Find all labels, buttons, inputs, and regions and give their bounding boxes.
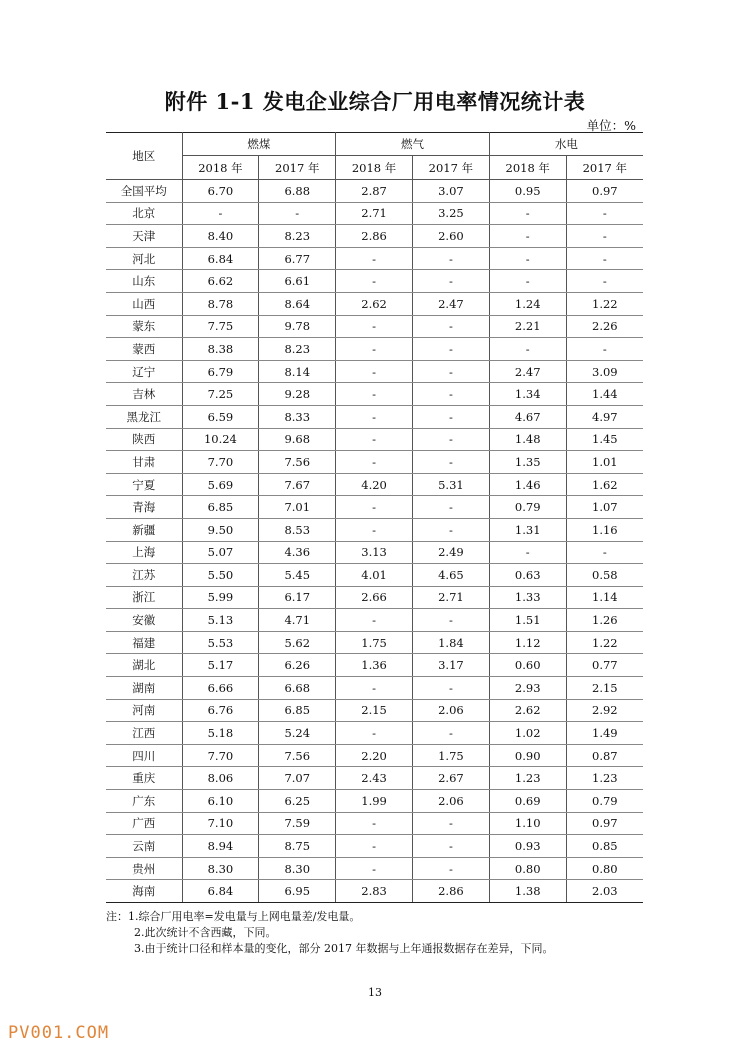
table-row	[106, 564, 643, 587]
value-cell: 4.97	[566, 405, 643, 428]
value-cell: 5.07	[182, 541, 259, 564]
value-cell: 2.47	[412, 292, 489, 315]
value-cell: 1.12	[489, 631, 566, 654]
region-cell: 山西	[106, 292, 182, 315]
table-row	[106, 360, 643, 383]
region-cell: 浙江	[106, 586, 182, 609]
table-row	[106, 699, 643, 722]
value-cell: 6.84	[182, 247, 259, 270]
value-cell: 1.75	[336, 631, 413, 654]
region-cell: 吉林	[106, 383, 182, 406]
region-cell: 河北	[106, 247, 182, 270]
value-cell: -	[489, 338, 566, 361]
table-row	[106, 383, 643, 406]
value-cell: 0.97	[566, 812, 643, 835]
value-cell: 1.84	[412, 631, 489, 654]
value-cell: 2.06	[412, 790, 489, 813]
value-cell: -	[336, 428, 413, 451]
value-cell: 2.93	[489, 677, 566, 700]
value-cell: 5.50	[182, 564, 259, 587]
value-cell: 1.01	[566, 451, 643, 474]
value-cell: -	[336, 812, 413, 835]
value-cell: -	[412, 518, 489, 541]
value-cell: 1.07	[566, 496, 643, 519]
table-row	[106, 180, 643, 203]
value-cell: 9.28	[259, 383, 336, 406]
value-cell: 1.22	[566, 292, 643, 315]
table-row	[106, 812, 643, 835]
value-cell: 4.71	[259, 609, 336, 632]
value-cell: 6.70	[182, 180, 259, 203]
value-cell: 9.50	[182, 518, 259, 541]
value-cell: -	[182, 202, 259, 225]
value-cell: -	[336, 609, 413, 632]
value-cell: 0.90	[489, 744, 566, 767]
value-cell: -	[412, 360, 489, 383]
value-cell: -	[489, 225, 566, 248]
value-cell: -	[336, 383, 413, 406]
year-header: 2018 年	[336, 156, 413, 180]
region-cell: 北京	[106, 202, 182, 225]
value-cell: 6.66	[182, 677, 259, 700]
table-body	[106, 180, 643, 903]
value-cell: -	[336, 677, 413, 700]
table-row	[106, 880, 643, 903]
value-cell: 0.58	[566, 564, 643, 587]
table-row	[106, 315, 643, 338]
value-cell: 8.23	[259, 338, 336, 361]
value-cell: 1.14	[566, 586, 643, 609]
value-cell: 2.26	[566, 315, 643, 338]
value-cell: 4.01	[336, 564, 413, 587]
value-cell: 0.87	[566, 744, 643, 767]
region-cell: 全国平均	[106, 180, 182, 203]
value-cell: 5.62	[259, 631, 336, 654]
value-cell: 7.70	[182, 744, 259, 767]
value-cell: 6.79	[182, 360, 259, 383]
value-cell: 9.78	[259, 315, 336, 338]
group-header-gas: 燃气	[336, 133, 490, 156]
region-cell: 福建	[106, 631, 182, 654]
value-cell: -	[412, 338, 489, 361]
value-cell: -	[336, 722, 413, 745]
value-cell: 0.95	[489, 180, 566, 203]
value-cell: 6.85	[182, 496, 259, 519]
value-cell: 8.23	[259, 225, 336, 248]
table-row	[106, 428, 643, 451]
value-cell: 1.99	[336, 790, 413, 813]
value-cell: 1.48	[489, 428, 566, 451]
value-cell: 1.22	[566, 631, 643, 654]
value-cell: 0.80	[489, 857, 566, 880]
region-cell: 青海	[106, 496, 182, 519]
region-cell: 江苏	[106, 564, 182, 587]
table-row	[106, 835, 643, 858]
value-cell: 4.65	[412, 564, 489, 587]
value-cell: 8.94	[182, 835, 259, 858]
value-cell: -	[336, 857, 413, 880]
value-cell: 2.47	[489, 360, 566, 383]
value-cell: 2.15	[566, 677, 643, 700]
value-cell: -	[489, 247, 566, 270]
value-cell: 5.69	[182, 473, 259, 496]
value-cell: 0.63	[489, 564, 566, 587]
value-cell: 2.86	[412, 880, 489, 903]
table-row	[106, 496, 643, 519]
value-cell: -	[412, 677, 489, 700]
value-cell: -	[412, 383, 489, 406]
value-cell: 2.62	[489, 699, 566, 722]
value-cell: 8.14	[259, 360, 336, 383]
region-cell: 安徽	[106, 609, 182, 632]
value-cell: 4.36	[259, 541, 336, 564]
value-cell: 7.75	[182, 315, 259, 338]
value-cell: 2.86	[336, 225, 413, 248]
value-cell: 8.40	[182, 225, 259, 248]
value-cell: 5.17	[182, 654, 259, 677]
value-cell: 2.71	[412, 586, 489, 609]
value-cell: 4.20	[336, 473, 413, 496]
table-row	[106, 586, 643, 609]
value-cell: 6.17	[259, 586, 336, 609]
region-cell: 甘肃	[106, 451, 182, 474]
value-cell: -	[412, 857, 489, 880]
value-cell: 2.03	[566, 880, 643, 903]
region-cell: 四川	[106, 744, 182, 767]
value-cell: 1.46	[489, 473, 566, 496]
region-cell: 辽宁	[106, 360, 182, 383]
value-cell: 2.62	[336, 292, 413, 315]
page-number: 13	[368, 986, 382, 999]
value-cell: -	[489, 541, 566, 564]
value-cell: 7.01	[259, 496, 336, 519]
year-header: 2017 年	[566, 156, 643, 180]
value-cell: 7.70	[182, 451, 259, 474]
region-cell: 广西	[106, 812, 182, 835]
value-cell: -	[566, 247, 643, 270]
value-cell: -	[412, 270, 489, 293]
value-cell: 1.23	[489, 767, 566, 790]
value-cell: 10.24	[182, 428, 259, 451]
table-row	[106, 677, 643, 700]
value-cell: -	[336, 835, 413, 858]
region-cell: 黑龙江	[106, 405, 182, 428]
region-cell: 蒙西	[106, 338, 182, 361]
value-cell: 3.17	[412, 654, 489, 677]
value-cell: -	[412, 247, 489, 270]
value-cell: 0.85	[566, 835, 643, 858]
value-cell: -	[336, 338, 413, 361]
value-cell: -	[412, 496, 489, 519]
table-row	[106, 857, 643, 880]
value-cell: 2.87	[336, 180, 413, 203]
region-cell: 江西	[106, 722, 182, 745]
group-header-hydro: 水电	[489, 133, 643, 156]
value-cell: -	[259, 202, 336, 225]
value-cell: 6.10	[182, 790, 259, 813]
table-year-header-row	[106, 156, 643, 180]
value-cell: 7.67	[259, 473, 336, 496]
value-cell: 0.93	[489, 835, 566, 858]
value-cell: -	[489, 270, 566, 293]
region-cell: 上海	[106, 541, 182, 564]
page-title: 附件 1-1 发电企业综合厂用电率情况统计表	[164, 89, 586, 114]
value-cell: 6.62	[182, 270, 259, 293]
table-group-header-row	[106, 133, 643, 156]
table-row	[106, 247, 643, 270]
footnotes	[106, 909, 553, 957]
value-cell: -	[412, 835, 489, 858]
value-cell: 1.44	[566, 383, 643, 406]
value-cell: 2.06	[412, 699, 489, 722]
table-row	[106, 292, 643, 315]
value-cell: 2.20	[336, 744, 413, 767]
year-header: 2017 年	[259, 156, 336, 180]
value-cell: 0.80	[566, 857, 643, 880]
table-row	[106, 225, 643, 248]
table-row	[106, 473, 643, 496]
value-cell: 0.79	[566, 790, 643, 813]
value-cell: 2.66	[336, 586, 413, 609]
value-cell: 2.49	[412, 541, 489, 564]
region-cell: 蒙东	[106, 315, 182, 338]
table-row	[106, 270, 643, 293]
value-cell: 1.31	[489, 518, 566, 541]
region-header: 地区	[106, 133, 182, 180]
value-cell: 5.31	[412, 473, 489, 496]
value-cell: 8.53	[259, 518, 336, 541]
year-header: 2018 年	[489, 156, 566, 180]
region-cell: 天津	[106, 225, 182, 248]
value-cell: -	[336, 270, 413, 293]
value-cell: 7.10	[182, 812, 259, 835]
value-cell: 1.51	[489, 609, 566, 632]
value-cell: 5.24	[259, 722, 336, 745]
footnote: 2.此次统计不含西藏，下同。	[134, 926, 277, 939]
value-cell: 1.23	[566, 767, 643, 790]
value-cell: -	[336, 360, 413, 383]
value-cell: 3.13	[336, 541, 413, 564]
value-cell: 8.64	[259, 292, 336, 315]
value-cell: 2.21	[489, 315, 566, 338]
table-row	[106, 541, 643, 564]
value-cell: 6.88	[259, 180, 336, 203]
year-header: 2018 年	[182, 156, 259, 180]
value-cell: 5.13	[182, 609, 259, 632]
table-row	[106, 451, 643, 474]
value-cell: -	[336, 315, 413, 338]
value-cell: -	[566, 202, 643, 225]
value-cell: 6.77	[259, 247, 336, 270]
value-cell: 6.85	[259, 699, 336, 722]
value-cell: -	[336, 247, 413, 270]
value-cell: 8.78	[182, 292, 259, 315]
group-header-coal: 燃煤	[182, 133, 336, 156]
table-row	[106, 744, 643, 767]
value-cell: 2.71	[336, 202, 413, 225]
value-cell: 5.18	[182, 722, 259, 745]
region-cell: 新疆	[106, 518, 182, 541]
table-row	[106, 518, 643, 541]
value-cell: 1.62	[566, 473, 643, 496]
value-cell: 2.92	[566, 699, 643, 722]
value-cell: -	[566, 225, 643, 248]
value-cell: -	[412, 315, 489, 338]
value-cell: 1.36	[336, 654, 413, 677]
value-cell: 3.07	[412, 180, 489, 203]
value-cell: 1.34	[489, 383, 566, 406]
value-cell: 8.30	[259, 857, 336, 880]
year-header: 2017 年	[412, 156, 489, 180]
value-cell: 7.56	[259, 744, 336, 767]
region-cell: 广东	[106, 790, 182, 813]
value-cell: 1.24	[489, 292, 566, 315]
region-cell: 河南	[106, 699, 182, 722]
region-cell: 重庆	[106, 767, 182, 790]
value-cell: 6.25	[259, 790, 336, 813]
region-cell: 山东	[106, 270, 182, 293]
value-cell: 1.33	[489, 586, 566, 609]
value-cell: 3.25	[412, 202, 489, 225]
value-cell: 1.49	[566, 722, 643, 745]
region-cell: 宁夏	[106, 473, 182, 496]
value-cell: 1.45	[566, 428, 643, 451]
value-cell: -	[412, 609, 489, 632]
value-cell: -	[412, 812, 489, 835]
value-cell: 2.15	[336, 699, 413, 722]
region-cell: 海南	[106, 880, 182, 903]
value-cell: 5.45	[259, 564, 336, 587]
value-cell: 2.67	[412, 767, 489, 790]
value-cell: 1.26	[566, 609, 643, 632]
region-cell: 贵州	[106, 857, 182, 880]
value-cell: 1.35	[489, 451, 566, 474]
footnote: 注：1.综合厂用电率=发电量与上网电量差/发电量。	[106, 910, 361, 923]
value-cell: 6.68	[259, 677, 336, 700]
value-cell: -	[336, 496, 413, 519]
value-cell: 2.60	[412, 225, 489, 248]
value-cell: 0.60	[489, 654, 566, 677]
table-row	[106, 202, 643, 225]
value-cell: 6.61	[259, 270, 336, 293]
statistics-table	[106, 132, 643, 903]
value-cell: 6.76	[182, 699, 259, 722]
value-cell: 6.26	[259, 654, 336, 677]
footnote: 3.由于统计口径和样本量的变化，部分 2017 年数据与上年通报数据存在差异，下同。	[134, 942, 554, 955]
value-cell: -	[336, 518, 413, 541]
value-cell: 6.95	[259, 880, 336, 903]
value-cell: 6.59	[182, 405, 259, 428]
value-cell: -	[412, 428, 489, 451]
value-cell: 0.79	[489, 496, 566, 519]
value-cell: 1.38	[489, 880, 566, 903]
table-row	[106, 790, 643, 813]
table-row	[106, 338, 643, 361]
region-cell: 云南	[106, 835, 182, 858]
value-cell: 7.56	[259, 451, 336, 474]
value-cell: -	[566, 338, 643, 361]
region-cell: 湖北	[106, 654, 182, 677]
value-cell: 7.59	[259, 812, 336, 835]
value-cell: 9.68	[259, 428, 336, 451]
table-row	[106, 654, 643, 677]
value-cell: 1.02	[489, 722, 566, 745]
watermark-text: PV001.COM	[8, 1023, 110, 1043]
value-cell: 0.97	[566, 180, 643, 203]
table-row	[106, 609, 643, 632]
value-cell: 8.38	[182, 338, 259, 361]
value-cell: 1.10	[489, 812, 566, 835]
value-cell: -	[336, 405, 413, 428]
value-cell: 8.06	[182, 767, 259, 790]
table-row	[106, 767, 643, 790]
region-cell: 陕西	[106, 428, 182, 451]
value-cell: 0.77	[566, 654, 643, 677]
value-cell: 3.09	[566, 360, 643, 383]
value-cell: 8.33	[259, 405, 336, 428]
table-row	[106, 405, 643, 428]
value-cell: -	[412, 451, 489, 474]
value-cell: 2.83	[336, 880, 413, 903]
table-row	[106, 631, 643, 654]
value-cell: 0.69	[489, 790, 566, 813]
table-row	[106, 722, 643, 745]
value-cell: 1.16	[566, 518, 643, 541]
value-cell: 5.99	[182, 586, 259, 609]
value-cell: -	[566, 541, 643, 564]
value-cell: -	[412, 722, 489, 745]
value-cell: 5.53	[182, 631, 259, 654]
value-cell: -	[566, 270, 643, 293]
value-cell: 6.84	[182, 880, 259, 903]
value-cell: 7.07	[259, 767, 336, 790]
value-cell: -	[412, 405, 489, 428]
value-cell: -	[336, 451, 413, 474]
value-cell: 8.30	[182, 857, 259, 880]
value-cell: 8.75	[259, 835, 336, 858]
value-cell: 1.75	[412, 744, 489, 767]
value-cell: 4.67	[489, 405, 566, 428]
unit-label: 单位：%	[586, 118, 636, 133]
value-cell: -	[489, 202, 566, 225]
region-cell: 湖南	[106, 677, 182, 700]
value-cell: 2.43	[336, 767, 413, 790]
value-cell: 7.25	[182, 383, 259, 406]
